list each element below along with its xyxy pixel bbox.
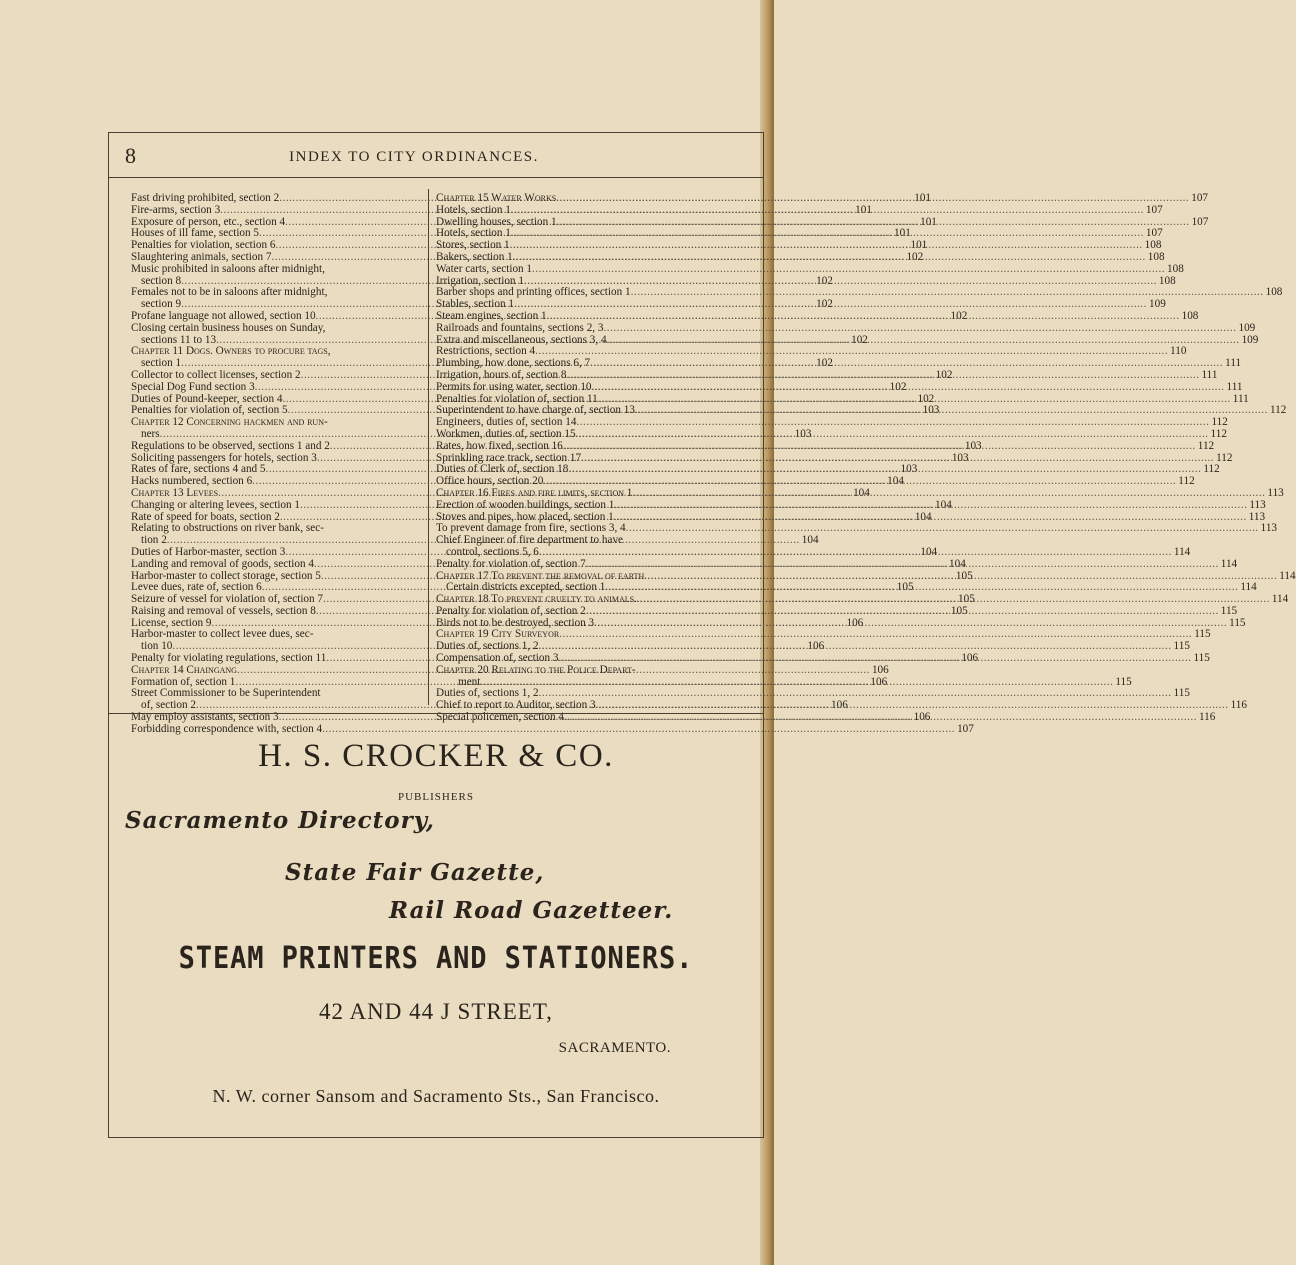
entry-text: Penalty for violation of, section 7 <box>436 557 586 570</box>
entry-text: Duties of Pound-keeper, section 4 <box>131 392 283 405</box>
entry-text: Rate of speed for boats, section 2 <box>131 510 280 523</box>
entry-page: 108 <box>1144 239 1162 252</box>
entry-page: 108 <box>1265 286 1283 299</box>
entry-page: 112 <box>1211 416 1228 429</box>
entry-page: 113 <box>1260 522 1278 535</box>
entry-page: 114 <box>1279 569 1296 582</box>
publication-sacramento-directory: Sacramento Directory, <box>125 807 435 834</box>
entry-text: Exposure of person, etc., section 4 <box>131 215 286 228</box>
dot-leader <box>567 370 1200 382</box>
entry-page: 109 <box>1149 298 1166 311</box>
entry-page: 112 <box>1216 451 1233 464</box>
entry-text: Collector to collect licenses, section 2 <box>131 368 301 381</box>
dot-leader <box>576 429 1209 441</box>
index-entry: Closing certain business houses on Sunday, <box>131 321 326 334</box>
entry-page: 113 <box>1267 486 1284 499</box>
entry-text: Barber shops and printing offices, section 1 <box>436 286 631 299</box>
entry-page: 115 <box>1193 652 1210 665</box>
entry-page: 111 <box>1201 368 1218 381</box>
dot-leader <box>632 488 1265 500</box>
entry-text: Superintendent to have charge of, section 13 <box>436 404 635 417</box>
entry-page: 104 <box>935 498 952 511</box>
entry-page: 102 <box>950 309 968 322</box>
page-header <box>125 143 763 173</box>
entry-page: 105 <box>896 581 914 594</box>
branch-address: N. W. corner Sansom and Sacramento Sts., San Francisco. <box>212 1086 660 1106</box>
entry-page: 105 <box>955 569 973 582</box>
firm-name: H. S. CROCKER & CO. <box>258 738 614 774</box>
entry-text: Fast driving prohibited, section 2 <box>131 192 280 204</box>
entry-page: 106 <box>807 640 825 653</box>
entry-text: Compensation of, section 3 <box>436 652 559 665</box>
entry-page: 101 <box>914 192 931 204</box>
index-entry <box>131 722 974 736</box>
publication-state-fair-gazette: State Fair Gazette, <box>285 859 545 886</box>
entry-text: May employ assistants, section 3 <box>131 711 279 724</box>
entry-text: Irrigation, hours of, section 8 <box>436 368 567 381</box>
entry-text: ners <box>141 427 160 440</box>
dot-leader <box>558 653 1191 665</box>
entry-page: 103 <box>964 439 982 452</box>
entry-text: Slaughtering animals, section 7 <box>131 250 272 263</box>
entry-page: 101 <box>910 239 928 252</box>
entry-page: 111 <box>1225 357 1242 370</box>
entry-page: 106 <box>961 652 979 665</box>
entry-page: 102 <box>816 298 833 311</box>
entry-text: Certain districts excepted, section 1 <box>446 581 606 594</box>
entry-text: section 9 <box>141 298 182 311</box>
entry-text: Raising and removal of vessels, section 8 <box>131 604 316 617</box>
entry-page: 101 <box>894 227 911 240</box>
entry-page: 106 <box>913 711 931 724</box>
dot-leader <box>592 382 1225 394</box>
entry-text: Chapter 14 Chaingang <box>131 663 237 676</box>
entry-text: Fire-arms, section 3 <box>131 203 221 216</box>
entry-text: Penalties for violation of, section 5 <box>131 404 288 417</box>
entry-text: Chief to report to Auditor, section 3 <box>436 699 596 712</box>
entry-text: tion 10 <box>141 640 173 653</box>
entry-text: Birds not to be destroyed, section 3 <box>436 616 595 629</box>
entry-page: 112 <box>1269 404 1287 417</box>
dot-leader <box>547 311 1180 323</box>
entry-page: 108 <box>1158 274 1176 287</box>
dot-leader <box>539 547 1172 559</box>
page-frame <box>108 132 1296 1138</box>
index-entry: Females not to be in saloons after midnight, <box>131 286 328 299</box>
entry-text: Railroads and fountains, sections 2, 3 <box>436 321 604 334</box>
page-title: INDEX TO CITY ORDINANCES. <box>289 149 539 165</box>
entry-text: Rates of fare, sections 4 and 5 <box>131 463 266 476</box>
entry-page: 108 <box>1167 262 1184 275</box>
entry-text: Formation of, section 1 <box>131 675 236 688</box>
entry-text: Stores, section 1 <box>436 239 510 252</box>
index-entry: Chapter 20 Relating to the Police Depart- <box>436 663 636 676</box>
entry-text: Duties of, sections 1, 2 <box>436 640 539 653</box>
entry-text: Houses of ill fame, section 5 <box>131 227 260 240</box>
entry-text: Restrictions, section 4 <box>436 345 536 358</box>
entry-page: 112 <box>1210 427 1227 440</box>
entry-page: 114 <box>1173 545 1191 558</box>
entry-page: 112 <box>1178 475 1195 488</box>
dot-leader <box>563 441 1196 453</box>
entry-text: Duties of Clerk of, section 18 <box>436 463 569 476</box>
entry-page: 108 <box>1147 250 1165 263</box>
entry-text: To prevent damage from fire, sections 3, 4 <box>436 522 626 535</box>
entry-page: 114 <box>1271 593 1289 606</box>
entry-page: 102 <box>906 250 924 263</box>
entry-page: 105 <box>950 604 968 617</box>
entry-text: Plumbing, how done, sections 6, 7 <box>436 357 591 370</box>
dot-leader <box>614 500 1247 512</box>
entry-page: 102 <box>935 368 953 381</box>
publishers-label: PUBLISHERS <box>397 791 475 803</box>
entry-text: Chapter 17 To prevent the removal of earth <box>436 569 645 582</box>
entry-page: 115 <box>1173 640 1190 653</box>
entry-page: 115 <box>1173 687 1190 700</box>
entry-text: Special Dog Fund section 3 <box>131 380 255 393</box>
entry-page: 101 <box>920 215 937 228</box>
dot-leader <box>513 252 1146 264</box>
entry-page: 102 <box>917 392 935 405</box>
entry-text: Extra and miscellaneous, sections 3, 4 <box>436 333 607 346</box>
entry-text: Penalty for violating regulations, section 11 <box>131 652 327 665</box>
dot-leader <box>322 724 955 736</box>
entry-text: Chapter 16 Fires and fire limits, section 1 <box>436 486 633 499</box>
entry-page: 104 <box>801 534 819 547</box>
entry-page: 109 <box>1238 321 1256 334</box>
entry-page: 102 <box>816 357 833 370</box>
entry-text: Seizure of vessel for violation of, section 7 <box>131 593 324 606</box>
entry-text: Dwelling houses, section 1 <box>436 215 557 228</box>
entry-page: 115 <box>1115 675 1132 688</box>
entry-text: Chapter 15 Water Works <box>436 192 557 204</box>
entry-text: Chapter 13 Levees <box>131 486 219 499</box>
entry-page: 107 <box>957 722 974 735</box>
entry-page: 103 <box>900 463 918 476</box>
entry-text: Penalty for violation of, section 2 <box>436 604 586 617</box>
entry-page: 109 <box>1241 333 1259 346</box>
dot-leader <box>586 559 1219 571</box>
entry-page: 104 <box>853 486 870 499</box>
entry-page: 111 <box>1226 380 1243 393</box>
entry-text: Rates, how fixed, section 16 <box>436 439 563 452</box>
index-entry: Street Commissioner to be Superintendent <box>131 687 321 700</box>
entry-page: 113 <box>1249 498 1266 511</box>
business-line: STEAM PRINTERS AND STATIONERS. <box>178 941 694 976</box>
entry-page: 112 <box>1203 463 1220 476</box>
entry-text: Penalties for violation of, section 11 <box>436 392 598 405</box>
entry-text: Chapter 18 To prevent cruelty to animals. <box>436 593 637 606</box>
entry-page: 107 <box>1145 227 1163 240</box>
entry-text: Duties of, sections 1, 2 <box>436 687 539 700</box>
street-address: 42 AND 44 J STREET, <box>319 999 553 1024</box>
index-entry <box>436 321 1256 335</box>
entry-page: 113 <box>1248 510 1266 523</box>
index-entry: Chief Engineer of fire department to have <box>436 534 624 547</box>
entry-page: 102 <box>889 380 907 393</box>
entry-page: 106 <box>846 616 864 629</box>
dot-leader <box>603 323 1236 335</box>
entry-text: Engineers, duties of, section 14 <box>436 416 577 429</box>
entry-text: Bakers, section 1 <box>436 250 513 263</box>
page-number: 8 <box>125 143 136 168</box>
entry-text: Chapter 19 City Surveyor <box>436 628 560 641</box>
entry-page: 106 <box>870 675 888 688</box>
entry-page: 103 <box>922 404 940 417</box>
column-divider <box>428 189 429 705</box>
entry-page: 107 <box>1191 215 1209 228</box>
entry-page: 104 <box>887 475 904 488</box>
entry-text: Hotels, section 1 <box>436 227 511 240</box>
entry-page: 114 <box>1240 581 1257 594</box>
entry-text: Stoves and pipes, how placed, section 1 <box>436 510 614 523</box>
entry-page: 105 <box>958 593 975 606</box>
entry-text: Profane language not allowed, section 10 <box>131 309 316 322</box>
index-entry <box>436 262 1184 276</box>
entry-text: Duties of Harbor-master, section 3 <box>131 545 286 558</box>
publication-rail-road-gazetteer: Rail Road Gazetteer. <box>389 897 674 924</box>
entry-text: control, sections 5, 6 <box>446 545 539 558</box>
entry-page: 116 <box>1199 711 1216 724</box>
index-entry: Music prohibited in saloons after midnight, <box>131 262 325 275</box>
entry-text: Sprinkling race track, section 17 <box>436 451 582 464</box>
entry-text: of, section 2 <box>141 699 196 712</box>
index-entry: Harbor-master to collect levee dues, sec- <box>131 628 314 641</box>
entry-page: 104 <box>920 545 938 558</box>
entry-page: 110 <box>1170 345 1187 358</box>
entry-text: Harbor-master to collect storage, section 5 <box>131 569 321 582</box>
dot-leader <box>511 205 1144 217</box>
entry-text: Erection of wooden buildings, section 1 <box>436 498 615 511</box>
entry-page: 116 <box>1230 699 1247 712</box>
entry-page: 112 <box>1197 439 1215 452</box>
entry-text: Stables, section 1 <box>436 298 514 311</box>
entry-text: Regulations to be observed, sections 1 and 2 <box>131 439 330 452</box>
city-name: SACRAMENTO. <box>558 1040 671 1056</box>
entry-page: 104 <box>914 510 932 523</box>
section-rule <box>109 713 763 714</box>
entry-page: 114 <box>1220 557 1238 570</box>
entry-text: ment <box>458 675 481 688</box>
entry-text: Steam engines, section 1 <box>436 309 547 322</box>
entry-text: Irrigation, section 1 <box>436 274 524 287</box>
entry-page: 106 <box>831 699 848 712</box>
entry-text: tion 2 <box>141 534 167 547</box>
dot-leader <box>586 606 1219 618</box>
entry-text: Office hours, section 20 <box>436 475 544 488</box>
entry-page: 115 <box>1229 616 1246 629</box>
entry-page: 103 <box>794 427 812 440</box>
entry-text: Landing and removal of goods, section 4 <box>131 557 314 570</box>
entry-text: Special policemen, section 4 <box>436 711 564 724</box>
entry-page: 104 <box>949 557 966 570</box>
entry-page: 115 <box>1194 628 1211 641</box>
index-entry: Chapter 11 Dogs. Owners to procure tags, <box>131 345 331 358</box>
entry-page: 115 <box>1220 604 1238 617</box>
entry-page: 107 <box>1145 203 1163 216</box>
entry-text: Hotels, section 1 <box>436 203 511 216</box>
entry-text: Workmen, duties of, section 15 <box>436 427 576 440</box>
entry-text: Forbidding correspondence with, section 4 <box>131 722 323 735</box>
header-rule <box>109 177 763 178</box>
entry-page: 108 <box>1181 309 1199 322</box>
entry-text: Soliciting passengers for hotels, section 3 <box>131 451 317 464</box>
entry-text: Permits for using water, section 10 <box>436 380 592 393</box>
entry-text: Water carts, section 1 <box>436 262 533 275</box>
entry-page: 107 <box>1191 192 1208 204</box>
entry-text: License, section 9 <box>131 616 212 629</box>
index-entry: Relating to obstructions on river bank, sec- <box>131 522 324 535</box>
entry-page: 102 <box>851 333 868 346</box>
entry-page: 106 <box>871 663 889 676</box>
entry-page: 102 <box>816 274 833 287</box>
entry-text: Levee dues, rate of, section 6 <box>131 581 262 594</box>
entry-page: 101 <box>855 203 872 216</box>
entry-page: 111 <box>1232 392 1249 405</box>
entry-text: section 1 <box>141 357 182 370</box>
index-entry: Chapter 12 Concerning hackmen and run- <box>131 416 328 429</box>
dot-leader <box>532 264 1165 276</box>
entry-text: Changing or altering levees, section 1 <box>131 498 301 511</box>
dot-leader <box>626 523 1259 535</box>
entry-text: sections 11 to 13 <box>141 333 217 346</box>
entry-text: section 8 <box>141 274 182 287</box>
entry-text: Penalties for violation, section 6 <box>131 239 276 252</box>
entry-text: Hacks numbered, section 6 <box>131 475 253 488</box>
entry-page: 103 <box>951 451 969 464</box>
